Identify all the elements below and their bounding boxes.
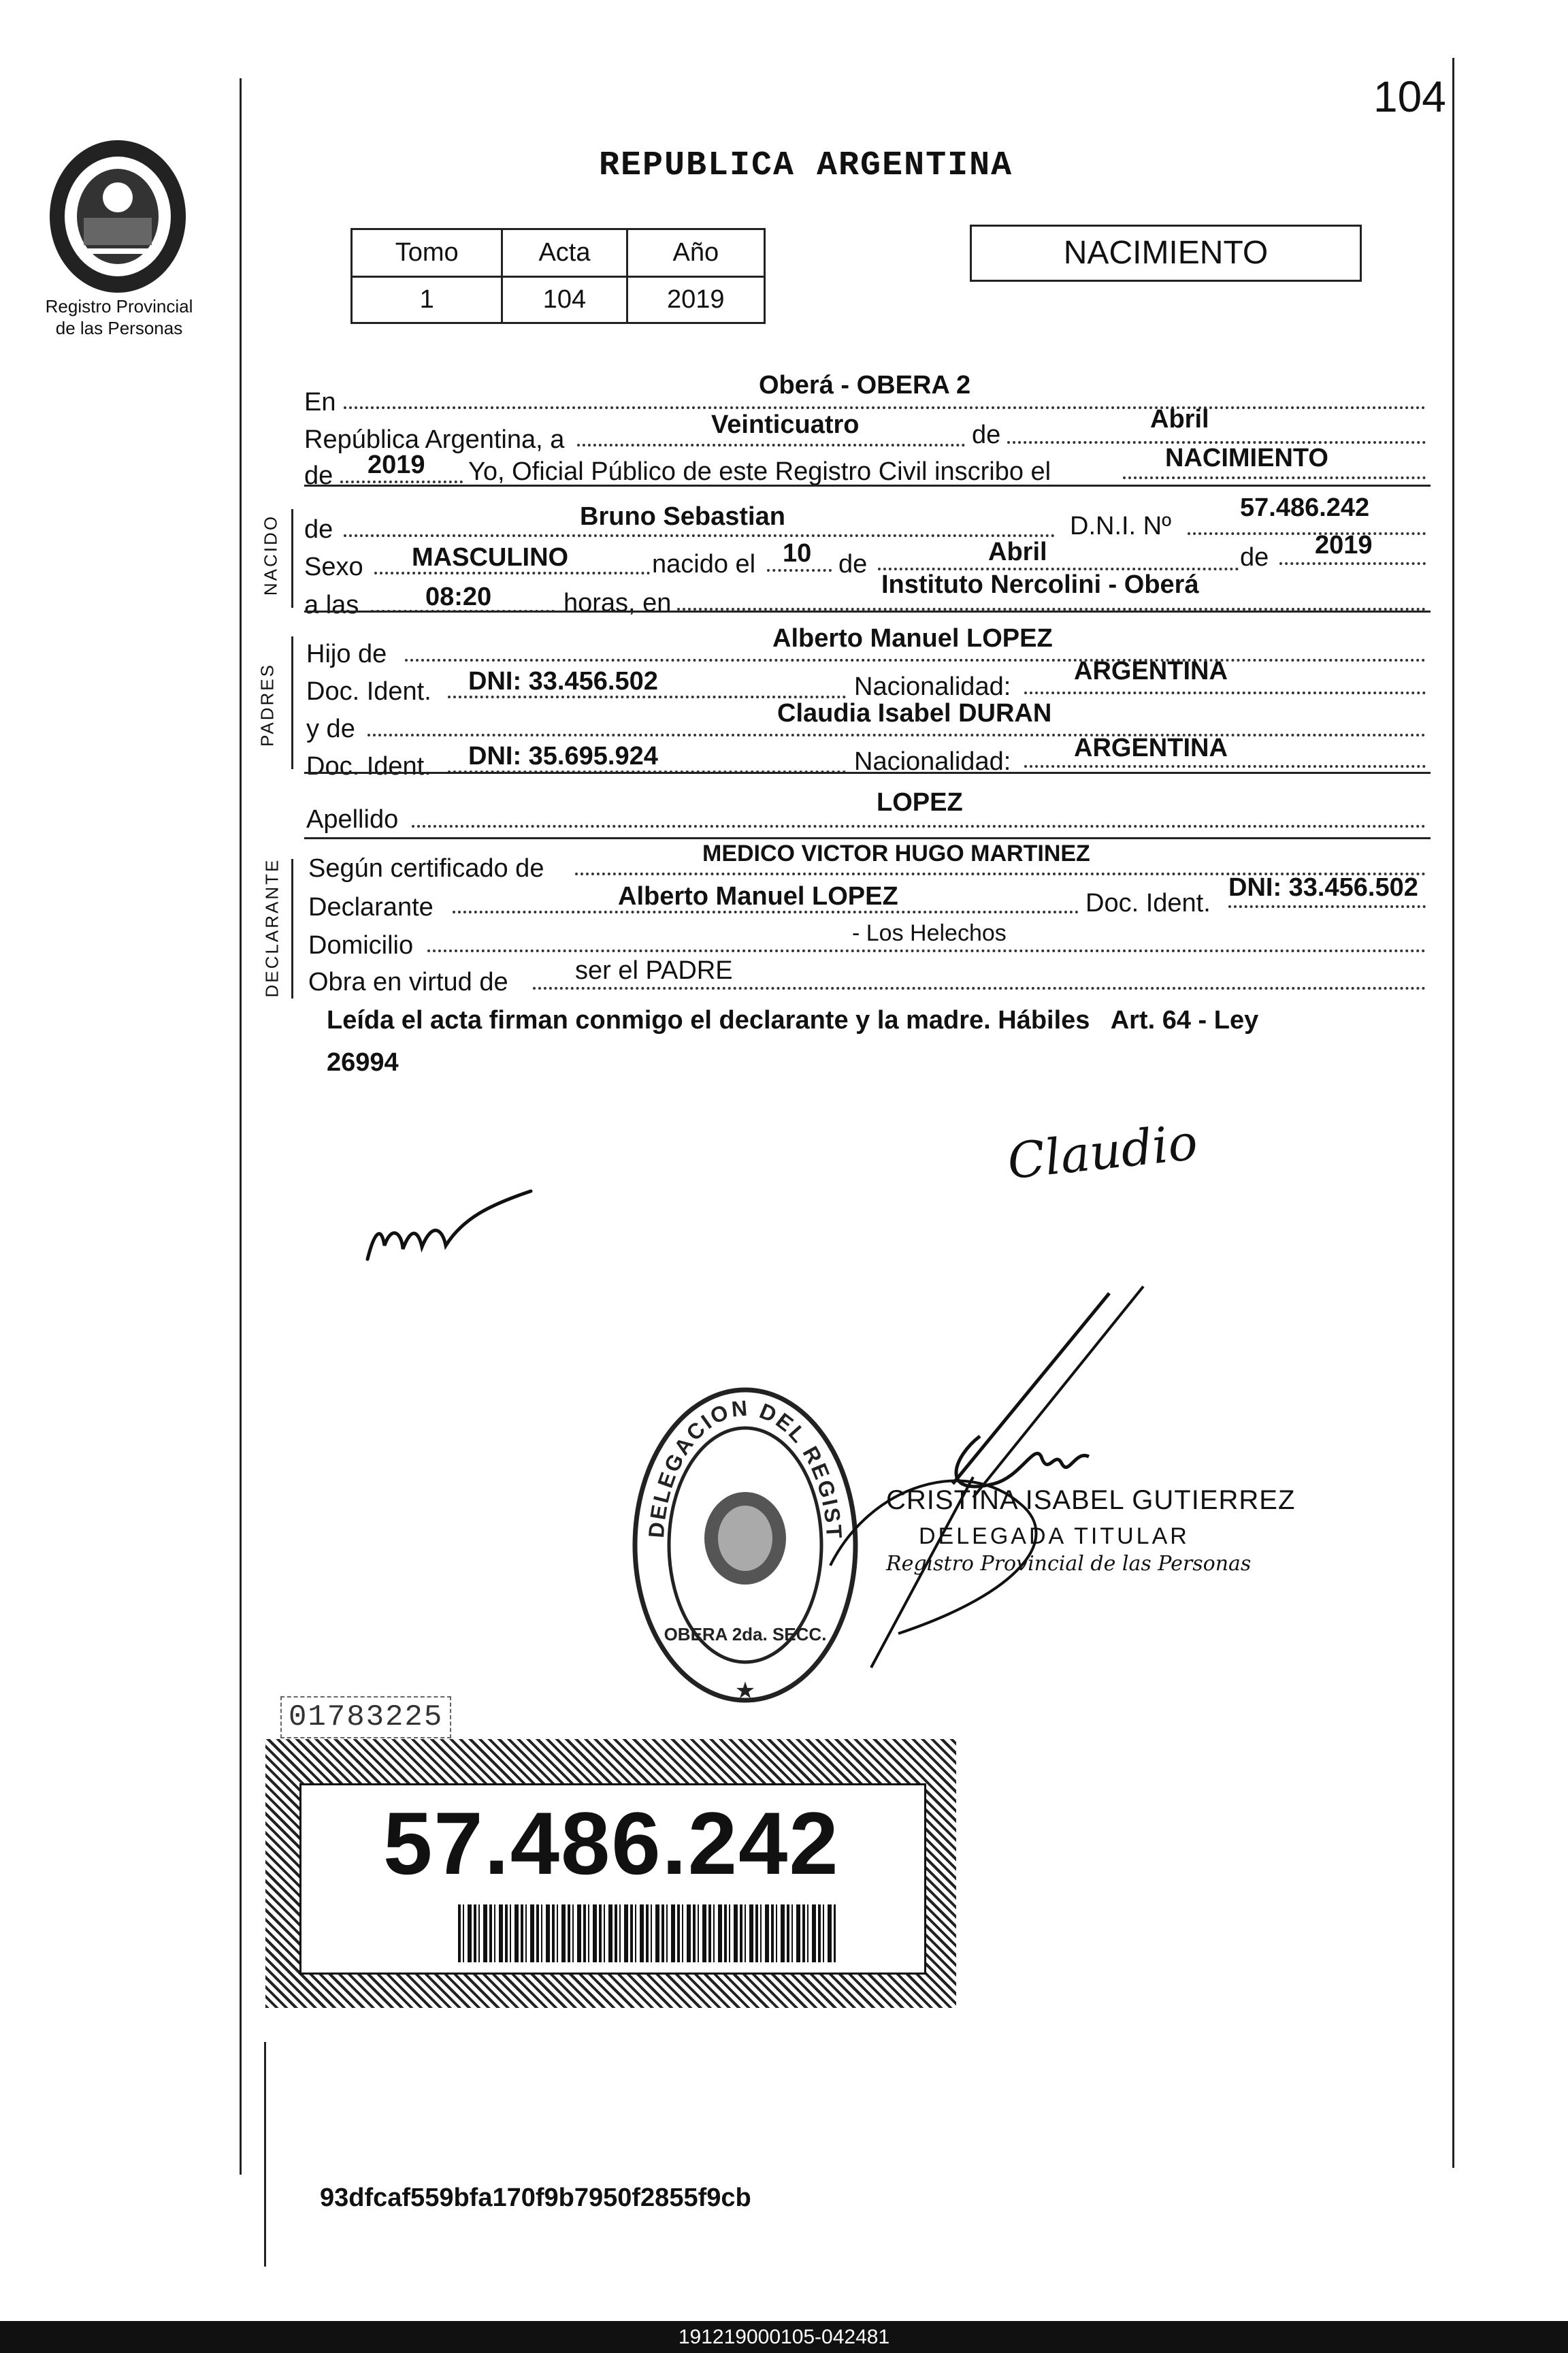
domicilio-label: Domicilio xyxy=(308,931,414,960)
dotted-line xyxy=(344,534,1055,537)
emblem-caption-line2: de las Personas xyxy=(55,318,183,338)
doc-ident2-label: Doc. Ident. xyxy=(306,752,431,781)
dotted-line xyxy=(344,406,1426,409)
dotted-line xyxy=(340,481,463,483)
mother-nationality: ARGENTINA xyxy=(1074,734,1228,762)
birth-day: 10 xyxy=(783,539,812,568)
page-number: 104 xyxy=(1373,72,1446,121)
dotted-line xyxy=(1024,765,1426,768)
nacionalidad2-label: Nacionalidad: xyxy=(854,747,1011,776)
birth-place: Instituto Nercolini - Oberá xyxy=(881,570,1199,599)
de2-label: de xyxy=(304,461,333,490)
declarante-label: Declarante xyxy=(308,893,434,922)
document-title: REPUBLICA ARGENTINA xyxy=(599,146,1013,185)
seal-ring-text: DELEGACION DEL REGIST xyxy=(643,1395,847,1541)
dotted-line xyxy=(427,950,1426,952)
en-value: Oberá - OBERA 2 xyxy=(759,371,971,400)
section-nacido-label: NACIDO xyxy=(260,514,281,596)
de4-label: de xyxy=(838,550,868,579)
year: 2019 xyxy=(368,451,425,479)
serial-stamp xyxy=(280,1696,451,1738)
mother-doc: DNI: 35.695.924 xyxy=(468,742,658,770)
de-label: de xyxy=(972,421,1001,449)
section-declarante-label: DECLARANTE xyxy=(261,858,282,998)
birth-month: Abril xyxy=(988,538,1047,566)
document-hash: 93dfcaf559bfa170f9b7950f2855f9cb xyxy=(320,2184,751,2212)
seal-inner-text: OBERA 2da. SECC. xyxy=(664,1624,827,1644)
dotted-line xyxy=(412,825,1426,828)
dotted-line xyxy=(1279,562,1426,565)
official-institution: Registro Provincial de las Personas xyxy=(886,1552,1252,1576)
obra-value: ser el PADRE xyxy=(575,956,733,985)
left-margin-line xyxy=(240,78,242,2175)
section-padres-label: PADRES xyxy=(257,663,278,747)
dotted-line xyxy=(368,734,1426,736)
birth-year: 2019 xyxy=(1315,531,1373,559)
child-name: Bruno Sebastian xyxy=(580,502,785,531)
domicilio-value: - Los Helechos xyxy=(852,920,1007,946)
right-margin-line xyxy=(1452,58,1454,2168)
yo-text: Yo, Oficial Público de este Registro Civil inscribo el xyxy=(468,457,1051,486)
dni-label: D.N.I. Nº xyxy=(1070,512,1171,540)
declarant-name: Alberto Manuel LOPEZ xyxy=(618,882,898,911)
volume-table xyxy=(350,228,766,324)
republica-label: República Argentina, a xyxy=(304,425,565,454)
section-bar xyxy=(291,636,293,769)
closing-text-line2: 26994 xyxy=(327,1048,399,1077)
svg-text:★: ★ xyxy=(734,1678,756,1704)
divider-line xyxy=(304,611,1431,613)
alas-label: a las xyxy=(304,591,359,619)
father-doc: DNI: 33.456.502 xyxy=(468,667,658,696)
left-border-line xyxy=(264,2042,266,2267)
child-dni: 57.486.242 xyxy=(1240,493,1370,522)
yde-label: y de xyxy=(306,715,355,743)
provincial-emblem xyxy=(46,136,189,296)
id-label xyxy=(265,1739,956,2008)
en-label: En xyxy=(304,388,336,417)
dotted-line xyxy=(1228,905,1426,908)
inscribo-value: NACIMIENTO xyxy=(1165,444,1328,472)
table-header-ano: Año xyxy=(627,229,764,277)
id-label-number: 57.486.242 xyxy=(383,1794,840,1893)
official-position: DELEGADA TITULAR xyxy=(919,1523,1190,1549)
doc-ident-label: Doc. Ident. xyxy=(306,677,431,706)
mother-name: Claudia Isabel DURAN xyxy=(777,699,1052,728)
nacionalidad-label: Nacionalidad: xyxy=(854,672,1011,701)
footer-bar xyxy=(0,2321,1568,2353)
father-name: Alberto Manuel LOPEZ xyxy=(772,624,1053,653)
sexo-label: Sexo xyxy=(304,553,363,581)
id-label-frame xyxy=(299,1783,926,1975)
dotted-line xyxy=(1188,532,1426,535)
section-bar xyxy=(291,859,293,999)
table-header-tomo: Tomo xyxy=(352,229,502,277)
misiones-shield-icon xyxy=(46,136,189,296)
table-value-ano: 2019 xyxy=(627,277,764,323)
dotted-line xyxy=(405,659,1426,662)
father-nationality: ARGENTINA xyxy=(1074,657,1228,685)
hijo-label: Hijo de xyxy=(306,640,387,668)
nacido-label: nacido el xyxy=(652,550,756,579)
dotted-line xyxy=(1123,476,1426,479)
day-in-words: Veinticuatro xyxy=(711,410,860,439)
de5-label: de xyxy=(1240,543,1269,572)
table-value-acta: 104 xyxy=(502,277,627,323)
serial-number: 01783225 xyxy=(289,1700,444,1734)
section-bar xyxy=(291,509,293,608)
mother-signature: Claudio xyxy=(1004,1113,1200,1190)
dotted-line xyxy=(767,569,832,572)
closing-text-line1: Leída el acta firman conmigo el declarante y la madre. Hábiles Art. 64 - Ley xyxy=(327,1006,1259,1035)
declarant-doc: DNI: 33.456.502 xyxy=(1228,873,1418,902)
certificado-value: MEDICO VICTOR HUGO MARTINEZ xyxy=(702,841,1090,866)
obra-label: Obra en virtud de xyxy=(308,968,508,996)
footer-code: 191219000105-042481 xyxy=(678,2326,890,2348)
official-signature-icon xyxy=(817,1280,1198,1688)
table-value-tomo: 1 xyxy=(352,277,502,323)
month: Abril xyxy=(1150,405,1209,434)
divider-line xyxy=(304,485,1431,487)
table-header-acta: Acta xyxy=(502,229,627,277)
birth-time: 08:20 xyxy=(425,583,492,611)
declarant-doc-label: Doc. Ident. xyxy=(1085,889,1211,918)
dotted-line xyxy=(533,987,1426,990)
divider-line xyxy=(304,772,1431,774)
declarant-signature-icon xyxy=(354,1184,558,1273)
barcode-icon xyxy=(458,1904,836,1962)
divider-line xyxy=(304,837,1431,839)
sex: MASCULINO xyxy=(412,543,569,572)
horas-label: horas, en xyxy=(564,589,672,617)
emblem-caption-line1: Registro Provincial xyxy=(45,296,193,317)
official-name: CRISTINA ISABEL GUTIERREZ xyxy=(886,1485,1296,1515)
record-type: NACIMIENTO xyxy=(1063,235,1269,271)
surname: LOPEZ xyxy=(877,788,963,817)
certificado-label: Según certificado de xyxy=(308,854,544,883)
de3-label: de xyxy=(304,515,333,544)
apellido-label: Apellido xyxy=(306,805,399,834)
dotted-line xyxy=(577,444,965,447)
record-type-box xyxy=(970,225,1362,282)
dotted-line xyxy=(1024,692,1426,694)
